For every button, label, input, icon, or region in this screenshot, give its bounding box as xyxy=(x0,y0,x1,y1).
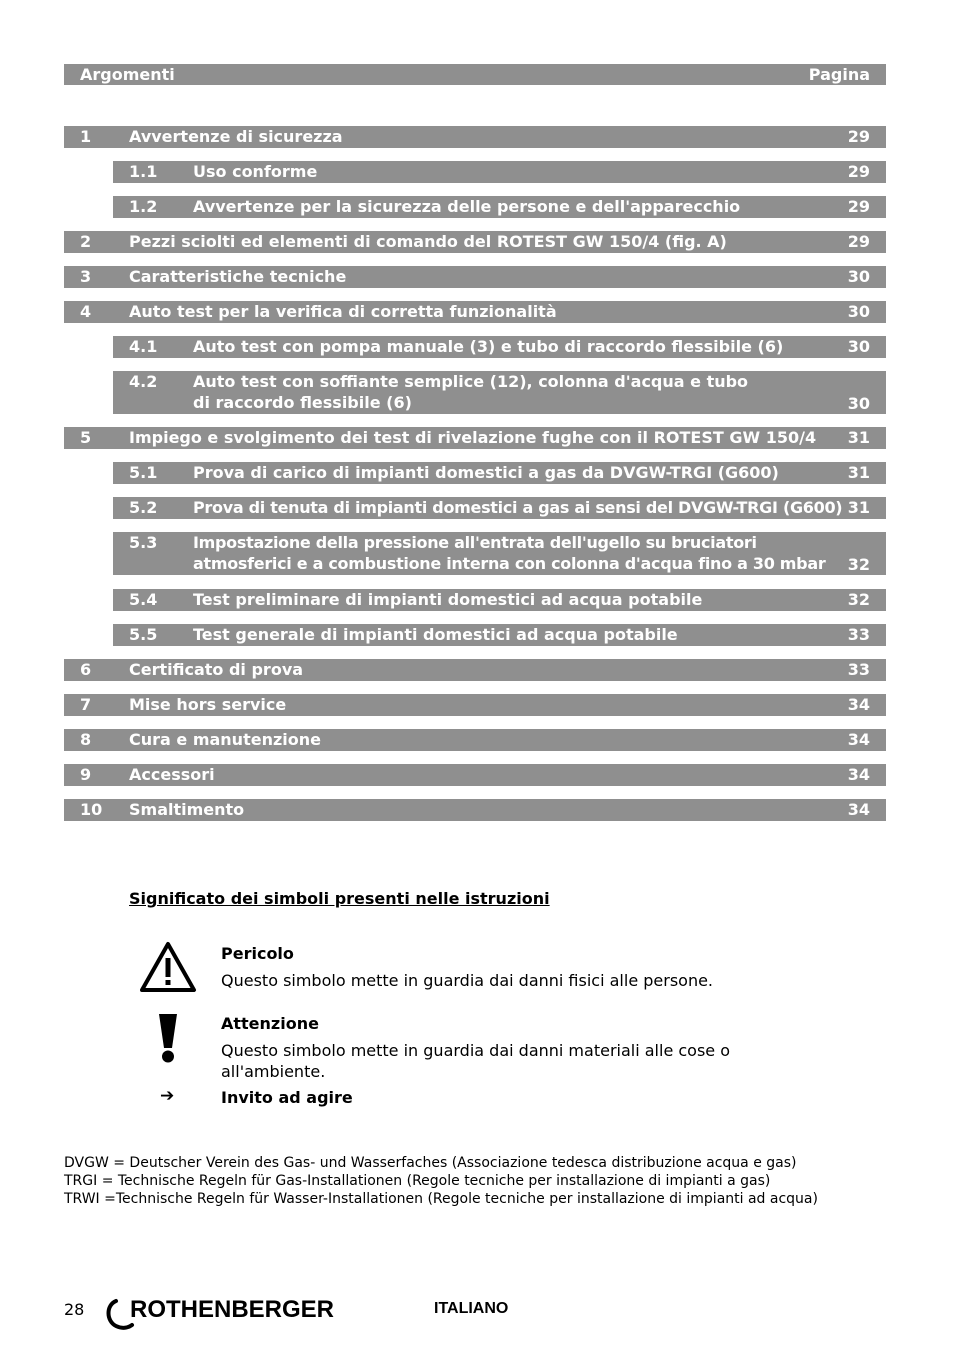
toc-page: 30 xyxy=(847,267,870,286)
toc-title: Caratteristiche tecniche xyxy=(129,267,347,286)
toc-number: 8 xyxy=(80,730,92,749)
symbols-heading: Significato dei simboli presenti nelle istruzioni xyxy=(129,889,550,908)
toc-entry[interactable] xyxy=(113,336,886,358)
toc-title: Uso conforme xyxy=(193,162,318,181)
toc-number: 2 xyxy=(80,232,92,251)
toc-number: 4.2 xyxy=(129,372,158,391)
toc-number: 3 xyxy=(80,267,92,286)
toc-number: 1.2 xyxy=(129,197,158,216)
toc-page: 30 xyxy=(847,394,870,413)
toc-number: 5.2 xyxy=(129,498,158,517)
toc-entry[interactable] xyxy=(64,301,886,323)
toc-title: Auto test con soffiante semplice (12), colonna d'acqua e tubo di raccordo flessibile (6) xyxy=(193,372,749,412)
page-number: 28 xyxy=(64,1300,85,1319)
abbreviation-trgi: TRGI = Technische Regeln für Gas-Installationen (Regole tecniche per installazione di impianti a gas) xyxy=(64,1173,771,1189)
toc-entry[interactable] xyxy=(64,799,886,821)
exclamation-icon xyxy=(156,1012,180,1064)
toc-entry[interactable] xyxy=(64,266,886,288)
toc-entry[interactable] xyxy=(64,427,886,449)
toc-title: Auto test con pompa manuale (3) e tubo di raccordo flessibile (6) xyxy=(193,337,784,356)
caution-text: Questo simbolo mette in guardia dai danni materiali alle cose o all'ambiente. xyxy=(221,1041,731,1081)
toc-title: Impostazione della pressione all'entrata dell'ugello su bruciatori atmosferici e a combustione interna con colonna d'acqua fino a 30 mbar xyxy=(193,533,826,573)
language-label: ITALIANO xyxy=(434,1300,509,1317)
toc-number: 9 xyxy=(80,765,92,784)
toc-number: 5.4 xyxy=(129,590,158,609)
toc-entry[interactable] xyxy=(113,196,886,218)
toc-number: 1.1 xyxy=(129,162,158,181)
toc-page: 30 xyxy=(847,337,870,356)
toc-entry[interactable] xyxy=(64,231,886,253)
toc-entry[interactable] xyxy=(64,659,886,681)
toc-number: 1 xyxy=(80,127,92,146)
toc-number: 5 xyxy=(80,428,92,447)
toc-entry[interactable] xyxy=(64,694,886,716)
toc-number: 5.3 xyxy=(129,533,158,552)
action-title: Invito ad agire xyxy=(221,1088,353,1107)
rothenberger-logo xyxy=(104,1295,354,1335)
toc-entry[interactable] xyxy=(113,589,886,611)
toc-title: Accessori xyxy=(129,765,215,784)
toc-number: 6 xyxy=(80,660,92,679)
danger-text: Questo simbolo mette in guardia dai danni fisici alle persone. xyxy=(221,971,714,990)
abbreviation-dvgw: DVGW = Deutscher Verein des Gas- und Wasserfaches (Associazione tedesca distribuzione acqua e gas) xyxy=(64,1155,797,1171)
toc-page: 32 xyxy=(847,555,870,574)
toc-page: 33 xyxy=(847,660,870,679)
toc-page: 29 xyxy=(847,127,870,146)
toc-page: 34 xyxy=(847,695,870,714)
toc-number: 5.5 xyxy=(129,625,158,644)
toc-title: Mise hors service xyxy=(129,695,287,714)
toc-entry[interactable] xyxy=(113,624,886,646)
toc-page: 32 xyxy=(847,590,870,609)
toc-title: Test preliminare di impianti domestici ad acqua potabile xyxy=(193,590,703,609)
toc-title: Auto test per la verifica di corretta funzionalità xyxy=(129,302,557,321)
toc-entry[interactable] xyxy=(113,462,886,484)
toc-number: 4.1 xyxy=(129,337,158,356)
toc-title: Cura e manutenzione xyxy=(129,730,321,749)
topics-label: Argomenti xyxy=(80,65,175,84)
toc-entry[interactable] xyxy=(113,161,886,183)
toc-page: 34 xyxy=(847,730,870,749)
toc-page: 31 xyxy=(847,428,870,447)
toc-entry[interactable] xyxy=(113,532,886,575)
abbreviation-trwi: TRWI =Technische Regeln für Wasser-Installationen (Regole tecniche per installazione di impianti ad acqua) xyxy=(64,1191,818,1207)
toc-page: 30 xyxy=(847,302,870,321)
toc-page: 31 xyxy=(847,463,870,482)
toc-title: Pezzi sciolti ed elementi di comando del ROTEST GW 150/4 (fig. A) xyxy=(129,232,727,251)
toc-number: 4 xyxy=(80,302,92,321)
toc-number: 5.1 xyxy=(129,463,158,482)
toc-entry[interactable] xyxy=(113,497,886,519)
toc-header-bar xyxy=(64,64,886,85)
toc-title: Prova di tenuta di impianti domestici a gas ai sensi del DVGW-TRGI (G600) xyxy=(193,498,843,517)
toc-title: Impiego e svolgimento dei test di rivelazione fughe con il ROTEST GW 150/4 xyxy=(129,428,817,447)
toc-number: 10 xyxy=(80,800,103,819)
toc-page: 33 xyxy=(847,625,870,644)
danger-title: Pericolo xyxy=(221,944,294,963)
toc-entry[interactable] xyxy=(64,126,886,148)
toc-entry[interactable] xyxy=(64,729,886,751)
warning-triangle-icon xyxy=(139,941,197,993)
toc-title: Smaltimento xyxy=(129,800,245,819)
toc-title: Avvertenze di sicurezza xyxy=(129,127,343,146)
arrow-right-icon: ➔ xyxy=(160,1086,175,1106)
toc-page: 29 xyxy=(847,232,870,251)
toc-title: Test generale di impianti domestici ad acqua potabile xyxy=(193,625,678,644)
toc-entry[interactable] xyxy=(113,371,886,414)
toc-page: 31 xyxy=(847,498,870,517)
caution-title: Attenzione xyxy=(221,1014,319,1033)
toc-page: 34 xyxy=(847,800,870,819)
toc-title: Certificato di prova xyxy=(129,660,304,679)
toc-entry[interactable] xyxy=(64,764,886,786)
toc-title: Avvertenze per la sicurezza delle persone e dell'apparecchio xyxy=(193,197,741,216)
brand-text: ROTHENBERGER xyxy=(130,1296,335,1323)
page-label: Pagina xyxy=(808,65,870,84)
toc-page: 29 xyxy=(847,197,870,216)
toc-title: Prova di carico di impianti domestici a gas da DVGW-TRGI (G600) xyxy=(193,463,779,482)
toc-number: 7 xyxy=(80,695,92,714)
toc-page: 29 xyxy=(847,162,870,181)
toc-page: 34 xyxy=(847,765,870,784)
